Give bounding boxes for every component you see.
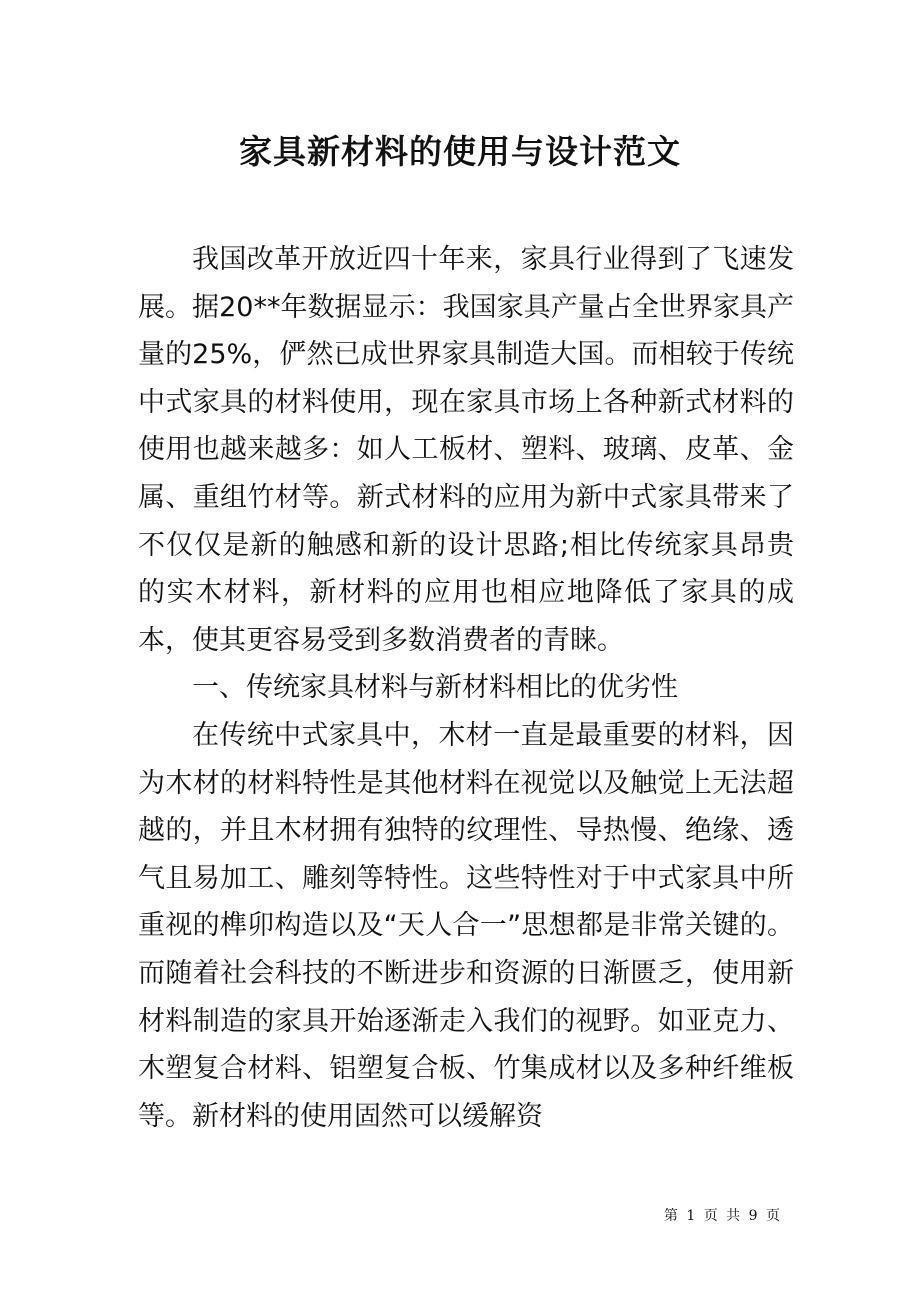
section-heading-1: 一、传统家具材料与新材料相比的优劣性 xyxy=(192,672,678,704)
page-number-footer: 第 1 页 共 9 页 xyxy=(663,1208,780,1224)
paragraph-traditional-materials: 在传统中式家具中，木材一直是最重要的材料，因为木材的材料特性是其他材料在视觉以及触觉上无法超越的，并且木材拥有独特的纹理性、导热慢、绝缘、透气且易加工、雕刻等特性。这些特性对于中式家具中所重视的榫卯构造以及“天人合一”思想都是非常关键的。而随着社会科技的不断进步和资源的日渐匮乏，使用新材料制造的家具开始逐渐走入我们的视野。如亚克力、木塑复合材料、铝塑复合板、竹集成材以及多种纤维板等。新材料的使用固然可以缓解资 xyxy=(138,719,794,1132)
document-body xyxy=(138,236,794,1140)
paragraph-intro: 我国改革开放近四十年来，家具行业得到了飞速发展。据20**年数据显示：我国家具产量占全世界家具产量的25%，俨然已成世界家具制造大国。而相较于传统中式家具的材料使用，现在家具市场上各种新式材料的使用也越来越多：如人工板材、塑料、玻璃、皮革、金属、重组竹材等。新式材料的应用为新中式家具带来了不仅仅是新的触感和新的设计思路;相比传统家具昂贵的实木材料，新材料的应用也相应地降低了家具的成本，使其更容易受到多数消费者的青睐。 xyxy=(138,244,794,656)
document-title: 家具新材料的使用与设计范文 xyxy=(239,132,681,171)
